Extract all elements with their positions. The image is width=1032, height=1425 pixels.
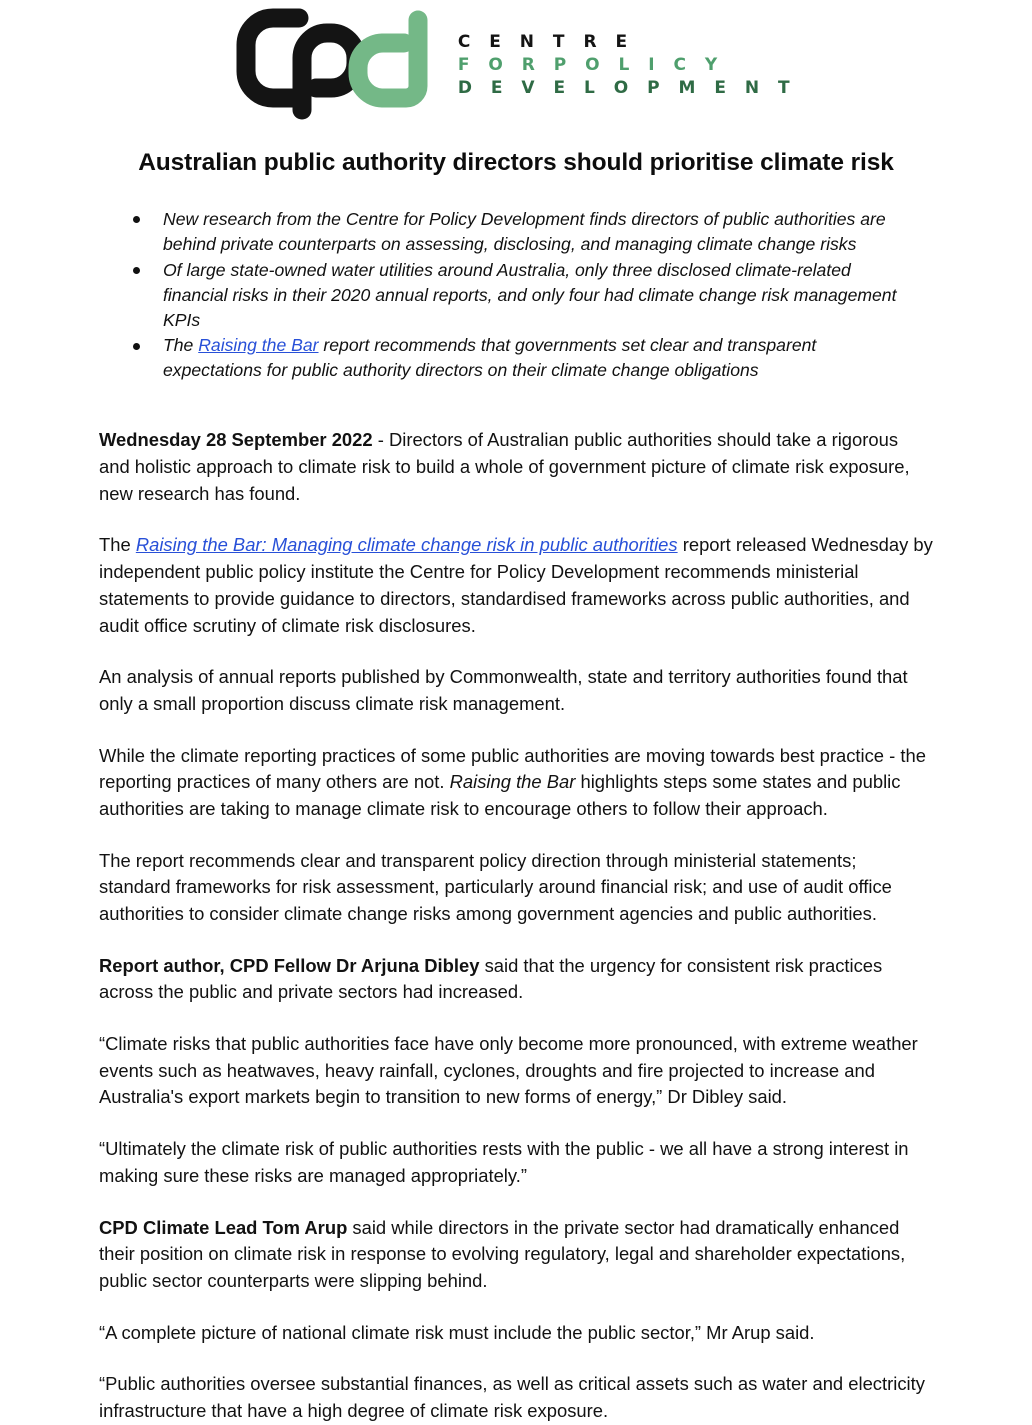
list-item-text: New research from the Centre for Policy Development finds directors of public authorities are behind private counterparts on assessing, disclosing, and managing climate change risks xyxy=(163,208,886,254)
paragraph-practices xyxy=(99,743,933,823)
bullet-dot-icon xyxy=(133,267,140,274)
dateline-text: - Directors of Australian public authorities should take a rigorous and holistic approach to climate risk to build a whole of government picture of climate risk exposure, new research has found. xyxy=(99,429,910,504)
cpd-logo xyxy=(0,0,1032,118)
dateline-date: Wednesday 28 September 2022 xyxy=(99,429,373,451)
bullet-dot-icon xyxy=(133,343,140,350)
list-item-text-after: report recommends that governments set clear and transparent expectations for public authority directors on their climate change obligations xyxy=(163,335,817,381)
arup-intro-text: said while directors in the private sector had dramatically enhanced their position on climate risk in response to evolving regulatory, legal and shareholder expectations, public sector counterparts were slipping behind. xyxy=(99,1216,906,1291)
cpd-logomark-icon xyxy=(236,8,436,120)
paragraph-dateline xyxy=(99,427,933,507)
author-name: Report author, CPD Fellow Dr Arjuna Dibley xyxy=(99,954,480,976)
quote-arup-second: “Public authorities oversee substantial finances, as well as critical assets such as water and electricity infrastructure that have a high degree of climate risk exposure. xyxy=(99,1373,925,1421)
author-intro-text: said that the urgency for consistent risk practices across the public and private sectors had increased. xyxy=(99,954,883,1003)
key-points-list xyxy=(0,207,1032,384)
bullet-dot-icon xyxy=(133,216,140,223)
cpd-logo-wordmark xyxy=(457,31,797,98)
list-item-text-before: The xyxy=(163,335,199,356)
report-title-italic: Raising the Bar xyxy=(449,771,576,793)
press-release-body xyxy=(0,427,1032,1424)
logo-line-development: D E V E L O P M E N T xyxy=(457,77,797,98)
practices-text-before: While the climate reporting practices of some public authorities are moving towards best practice - the reporting practices of many others are not. xyxy=(99,744,926,793)
logo-line-centre: C E N T R E xyxy=(457,31,634,52)
paragraph-author-intro xyxy=(99,953,933,1006)
paragraph-arup-intro xyxy=(99,1215,933,1295)
report-text-before: The xyxy=(99,534,136,556)
logo-line-for-policy: F O R P O L I C Y xyxy=(457,54,724,75)
paragraph-analysis: An analysis of annual reports published by Commonwealth, state and territory authorities found that only a small proportion discuss climate risk management. xyxy=(99,666,908,714)
report-title-link[interactable]: Raising the Bar: Managing climate change risk in public authorities xyxy=(135,534,678,556)
paragraph-report-release xyxy=(99,532,933,639)
page-title: Australian public authority directors should prioritise climate risk xyxy=(138,149,894,176)
paragraph-recommendations: The report recommends clear and transparent policy direction through ministerial statements; standard frameworks for risk assessment, particularly around financial risk; and use of audit office authorities to consider climate change risks among government agencies and public authorities. xyxy=(99,849,892,925)
arup-name: CPD Climate Lead Tom Arup xyxy=(99,1216,348,1238)
list-item xyxy=(0,207,1032,257)
list-item xyxy=(0,258,1032,333)
report-text-after: report released Wednesday by independent public policy institute the Centre for Policy Development recommends ministerial statements to provide guidance to directors, standardised frameworks across public authorities, and audit office scrutiny of climate risk disclosures. xyxy=(99,534,933,636)
raising-the-bar-link[interactable]: Raising the Bar xyxy=(198,335,319,356)
quote-arup-first: “A complete picture of national climate risk must include the public sector,” Mr Arup said. xyxy=(99,1321,815,1343)
list-item-text: Of large state-owned water utilities around Australia, only three disclosed climate-related financial risks in their 2020 annual reports, and only four had climate change risk management KPIs xyxy=(163,259,897,330)
practices-text-after: highlights steps some states and public authorities are taking to manage climate risk to encourage others to follow their approach. xyxy=(99,771,901,819)
quote-dibley-first: “Climate risks that public authorities face have only become more pronounced, with extreme weather events such as heatwaves, heavy rainfall, cyclones, droughts and fire projected to increase and Australia's export markets begin to transition to new forms of energy,” Dr Dibley said. xyxy=(99,1033,918,1108)
quote-dibley-second: “Ultimately the climate risk of public authorities rests with the public - we all have a strong interest in making sure these risks are managed appropriately.” xyxy=(99,1138,909,1186)
list-item xyxy=(0,333,1032,383)
